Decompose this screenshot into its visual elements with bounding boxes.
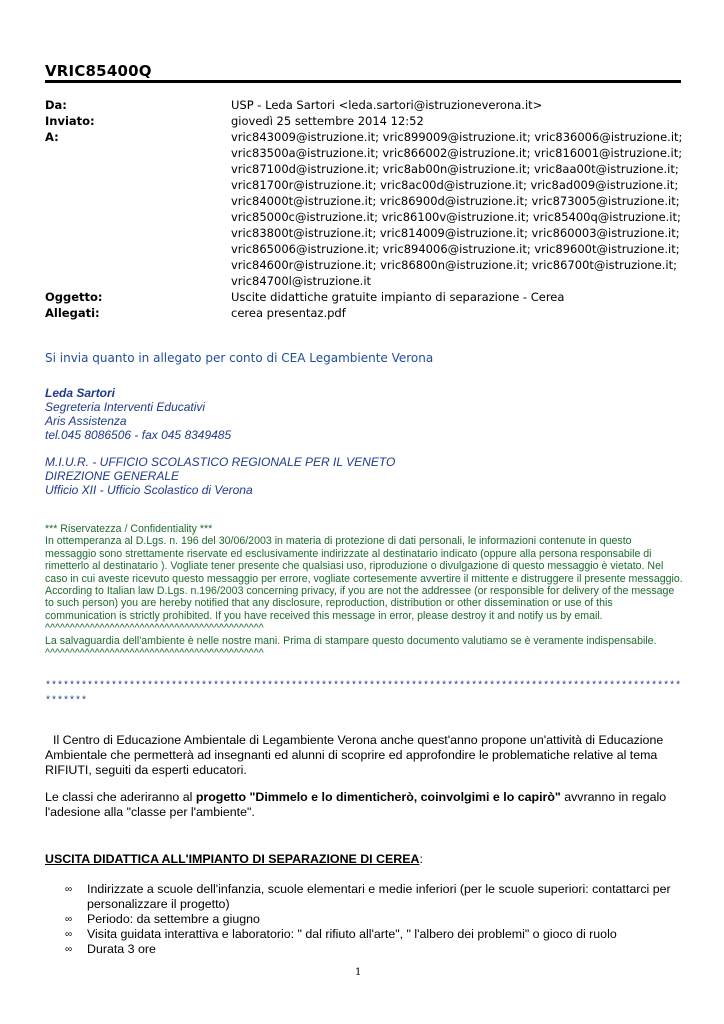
infinity-bullet-icon: ∞ — [65, 944, 73, 955]
from-label: Da: — [45, 98, 67, 112]
signature-block — [45, 386, 231, 442]
to-line: vric83500a@istruzione.it; vric866002@istruzione.it; vric816001@istruzione.it; — [231, 146, 683, 160]
signature-phone: tel.045 8086506 - fax 045 8349485 — [45, 428, 232, 442]
subject-label: Oggetto: — [45, 290, 103, 304]
sent-value: giovedì 25 settembre 2014 12:52 — [231, 114, 424, 128]
section-heading-colon: : — [419, 852, 423, 866]
star-separator: ***************************************************************************************************************** — [45, 681, 682, 707]
list-item-text: Periodo: da settembre a giugno — [87, 912, 260, 926]
attachments-row — [45, 305, 685, 321]
confidentiality-heading: *** Riservatezza / Confidentiality *** — [45, 523, 213, 535]
infinity-bullet-icon: ∞ — [65, 914, 73, 925]
paragraph-project — [45, 790, 685, 820]
to-line: vric84600r@istruzione.it; vric86800n@istruzione.it; vric86700t@istruzione.it; — [231, 258, 677, 272]
to-line: vric83800t@istruzione.it; vric814009@istruzione.it; vric860003@istruzione.it; — [231, 226, 680, 240]
sent-label: Inviato: — [45, 114, 95, 128]
confidentiality-text: In ottemperanza al D.Lgs. n. 196 del 30/06/2003 in materia di protezione di dati personali, le informazioni contenute in questo messaggio sono strettamente riservate ed esclusivamente indirizzate al destinatario indicato (oppure alla persona responsabile di rimetterlo al destinatario ). Vogliate tener presente che qualsiasi uso, riproduzione o divulgazione di questo messaggio è vietato. Nel caso in cui aveste ricevuto questo messaggio per errore, vogliate cortesemente avvertire il mittente e distruggere il presente messaggio. According to Italian law D.Lgs. n.196/2003 concerning privacy, if you are not the addressee (or responsible for delivery of the message to such person) you are hereby notified that any disclosure, reproduction, distribution or other dissemination or use of this communication is strictly prohibited. If you have received this message in error, please destroy it and notify us by email. — [45, 535, 683, 622]
signature-name: Leda Sartori — [45, 386, 116, 400]
from-row — [45, 97, 685, 113]
to-row — [45, 129, 685, 289]
to-label: A: — [45, 130, 59, 144]
environment-note: La salvaguardia dell'ambiente è nelle nostre mani. Prima di stampare questo documento valutiamo se è veramente indispensabile. — [45, 634, 657, 647]
list-item — [45, 912, 685, 927]
caret-separator: ^^^^^^^^^^^^^^^^^^^^^^^^^^^^^^^^^^^^^^^^^^^^ — [45, 647, 264, 660]
to-line: vric84700l@istruzione.it — [231, 274, 372, 288]
attachments-label: Allegati: — [45, 306, 100, 320]
subject-row — [45, 289, 685, 305]
sent-row — [45, 113, 685, 129]
to-line: vric865006@istruzione.it; vric894006@istruzione.it; vric89600t@istruzione.it; — [231, 242, 680, 256]
office-line-3: Ufficio XII - Ufficio Scolastico di Verona — [45, 483, 253, 497]
paragraph-project-post: avvranno in regalo l'adesione alla "classe per l'ambiente". — [45, 790, 667, 819]
bullet-list — [45, 882, 685, 957]
section-heading — [45, 852, 685, 867]
infinity-bullet-icon: ∞ — [65, 929, 73, 940]
caret-separator: ^^^^^^^^^^^^^^^^^^^^^^^^^^^^^^^^^^^^^^^^^^^^ — [45, 622, 264, 635]
to-line: vric84000t@istruzione.it; vric86900d@istruzione.it; vric873005@istruzione.it; — [231, 194, 680, 208]
page-number: 1 — [355, 967, 362, 978]
email-header — [45, 97, 685, 321]
paragraph-intro: Il Centro di Educazione Ambientale di Legambiente Verona anche quest'anno propone un'attività di Educazione Ambientale che permetterà ad insegnanti ed alunni di scoprire ed approfondire le problematiche relative al tema RIFIUTI, seguiti da esperti educatori. — [45, 733, 664, 777]
list-item — [45, 942, 685, 957]
list-item — [45, 927, 685, 942]
confidentiality-notice — [45, 523, 685, 659]
paragraph-project-pre: Le classi che aderiranno al — [45, 790, 196, 804]
from-value: USP - Leda Sartori <leda.sartori@istruzioneverona.it> — [231, 98, 543, 112]
list-item — [45, 882, 685, 912]
list-item-text: Visita guidata interattiva e laboratorio: " dal rifiuto all'arte", " l'albero dei problemi" o gioco di ruolo — [87, 927, 617, 941]
to-line: vric81700r@istruzione.it; vric8ac00d@istruzione.it; vric8ad009@istruzione.it; — [231, 178, 679, 192]
office-line-1: M.I.U.R. - UFFICIO SCOLASTICO REGIONALE PER IL VENETO — [45, 455, 396, 469]
list-item-text: Indirizzate a scuole dell'infanzia, scuole elementari e medie inferiori (per le scuole superiori: contattarci per personalizzare il progetto) — [87, 882, 671, 911]
office-block — [45, 455, 395, 497]
signature-role: Segreteria Interventi Educativi — [45, 400, 206, 414]
to-line: vric87100d@istruzione.it; vric8ab00n@istruzione.it; vric8aa00t@istruzione.it; — [231, 162, 679, 176]
document-title: VRIC85400Q — [45, 62, 152, 80]
infinity-bullet-icon: ∞ — [65, 884, 73, 895]
to-value — [231, 129, 685, 289]
to-line: vric843009@istruzione.it; vric899009@istruzione.it; vric836006@istruzione.it; — [231, 130, 683, 144]
to-line: vric85000c@istruzione.it; vric86100v@istruzione.it; vric85400q@istruzione.it; — [231, 210, 681, 224]
attachment-name: cerea presentaz.pdf — [231, 306, 346, 320]
title-rule — [45, 80, 681, 83]
signature-org: Aris Assistenza — [45, 414, 127, 428]
section-heading-text: USCITA DIDATTICA ALL'IMPIANTO DI SEPARAZIONE DI CEREA — [45, 852, 420, 866]
list-item-text: Durata 3 ore — [87, 942, 156, 956]
intro-text: Si invia quanto in allegato per conto di CEA Legambiente Verona — [45, 351, 434, 365]
subject-value: Uscite didattiche gratuite impianto di separazione - Cerea — [231, 290, 565, 304]
project-name: progetto "Dimmelo e lo dimenticherò, coinvolgimi e lo capirò" — [195, 790, 561, 804]
office-line-2: DIREZIONE GENERALE — [45, 469, 180, 483]
